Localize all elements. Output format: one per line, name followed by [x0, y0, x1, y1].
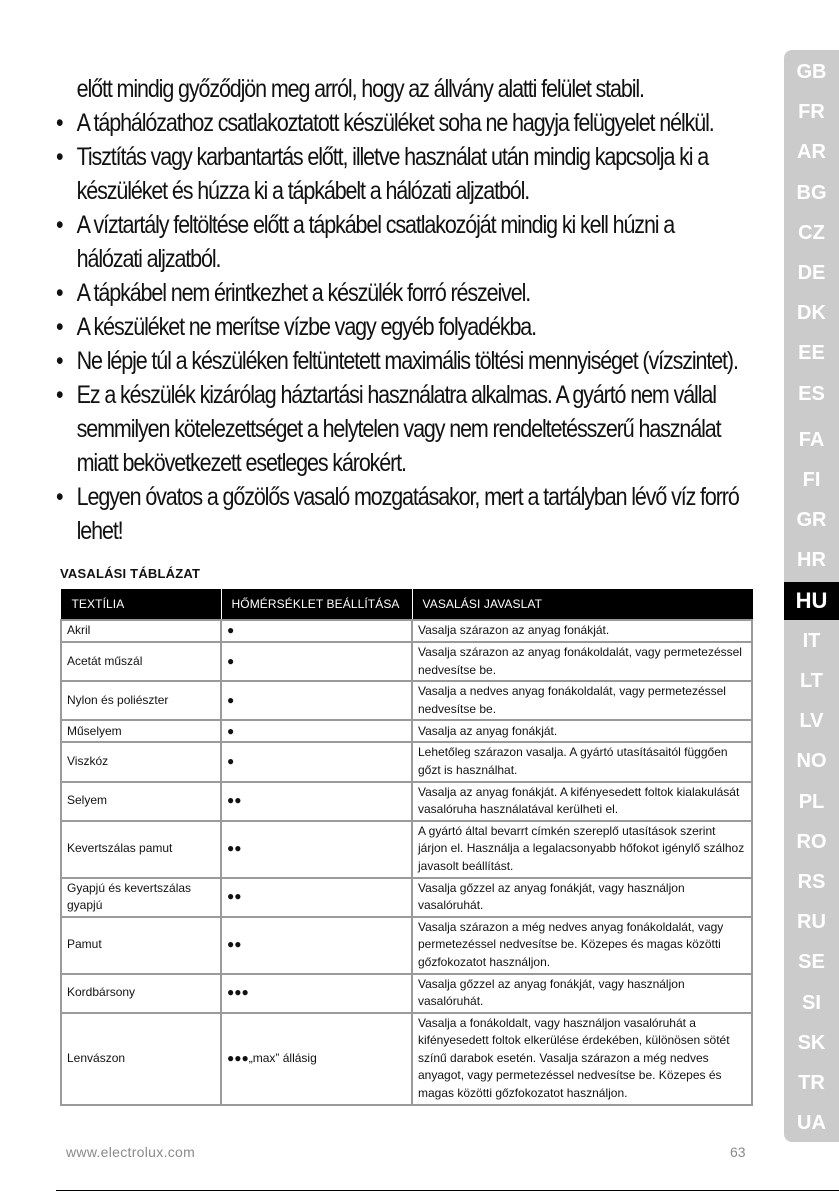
language-tab-de[interactable]: DE [797, 262, 826, 284]
textile-cell: Kordbársony [61, 974, 221, 1013]
bullet-text: A készüléket ne merítse vízbe vagy egyéb folyadékba. [76, 313, 537, 341]
table-row [61, 620, 752, 642]
bullet-dot [56, 242, 77, 276]
table-row [61, 681, 752, 720]
bullet-item [56, 242, 761, 276]
language-tab-it[interactable]: IT [802, 629, 821, 652]
bullet-dot: • [56, 381, 63, 409]
advice-cell: Lehetőleg szárazon vasalja. A gyártó utasításaitól függően gőzt is használhat. [412, 742, 752, 781]
temp-cell: ●● [221, 917, 412, 974]
footer-url: www.electrolux.com [66, 1144, 196, 1160]
language-tab-lt[interactable]: LT [800, 670, 823, 692]
advice-cell: Vasalja a fonákoldalt, vagy használjon vasalóruhát a kifényesedett foltok elkerülése érdekében, különösen sötét színű darabok esetén. Vasalja szárazon a még nedves anyagot, vagy permetezéssel nedvesítse be. Közepes és magas közötti gőzfokozatot használjon. [412, 1013, 752, 1105]
page-number: 63 [730, 1144, 746, 1160]
language-tab-fi[interactable]: FI [802, 469, 821, 491]
bullet-dot: • [56, 483, 63, 511]
table-row [61, 742, 752, 781]
ironing-table [60, 589, 753, 1106]
table-row [61, 1013, 752, 1105]
bullet-item [56, 276, 761, 310]
language-tab-hr[interactable]: HR [797, 549, 826, 572]
bullet-text: Tisztítás vagy karbantartás előtt, illetve használat után mindig kapcsolja ki a [76, 143, 709, 171]
textile-cell: Pamut [61, 917, 221, 974]
bullet-dot: • [56, 211, 63, 239]
textile-cell: Nylon és poliészter [61, 681, 221, 720]
temp-cell: ● [221, 642, 412, 681]
advice-cell: Vasalja az anyag fonákját. A kifényesedett foltok kialakulását vasalóruha használatával kerülheti el. [412, 782, 752, 821]
bullet-text: Ez a készülék kizárólag háztartási használatra alkalmas. A gyártó nem vállal [76, 381, 716, 409]
bullet-text: semmilyen kötelezettséget a helytelen vagy nem rendeltetésszerű használat [76, 415, 721, 443]
temp-cell: ● [221, 681, 412, 720]
temp-cell: ●● [221, 878, 412, 917]
bullet-dot: • [56, 109, 63, 137]
table-title: VASALÁSI TÁBLÁZAT [60, 566, 201, 581]
advice-cell: Vasalja gőzzel az anyag fonákját, vagy használjon vasalóruhát. [412, 974, 752, 1013]
textile-cell: Akril [61, 620, 221, 642]
language-tab-ee[interactable]: EE [798, 342, 825, 365]
table-row [61, 821, 752, 878]
header-advice: VASALÁSI JAVASLAT [412, 590, 752, 621]
bullet-dot [56, 446, 77, 480]
language-tab-cz[interactable]: CZ [798, 221, 825, 244]
bullet-item [56, 378, 761, 412]
language-tab-fa[interactable]: FA [798, 428, 825, 451]
bullet-dot: • [56, 313, 63, 341]
language-tab-ro[interactable]: RO [796, 830, 827, 853]
language-tab-gr[interactable]: GR [796, 509, 827, 532]
language-tab-tr[interactable]: TR [798, 1072, 825, 1094]
textile-cell: Viszkóz [61, 742, 221, 781]
language-tab-rs[interactable]: RS [797, 871, 826, 893]
language-tab-se[interactable]: SE [798, 951, 825, 974]
bullet-dot: • [56, 279, 63, 307]
temp-cell: ● [221, 620, 412, 642]
bullet-text: A víztartály feltöltése előtt a tápkábel csatlakozóját mindig ki kell húzni a [76, 211, 675, 239]
table-row [61, 917, 752, 974]
bullet-item [56, 446, 761, 480]
textile-cell: Műselyem [61, 720, 221, 742]
language-tab-ru[interactable]: RU [797, 911, 826, 934]
intro-line: előtt mindig győződjön meg arról, hogy az állvány alatti felület stabil. [76, 75, 644, 103]
textile-cell: Selyem [61, 782, 221, 821]
bullet-item [56, 140, 761, 174]
table-body [61, 620, 752, 1105]
language-tab-dk[interactable]: DK [797, 302, 826, 325]
language-tab-ua[interactable]: UA [797, 1112, 826, 1135]
textile-cell: Gyapjú és kevertszálas gyapjú [61, 878, 221, 917]
language-tab-bg[interactable]: BG [796, 181, 827, 204]
language-tab-sk[interactable]: SK [797, 1031, 826, 1054]
bullet-dot [56, 412, 77, 446]
bullet-item [56, 310, 761, 344]
bullet-text: A tápkábel nem érintkezhet a készülék forró részeivel. [76, 279, 531, 307]
table-header-row [61, 590, 752, 621]
table-row [61, 642, 752, 681]
bullet-text: A táphálózathoz csatlakoztatott készüléket soha ne hagyja felügyelet nélkül. [76, 109, 714, 137]
advice-cell: Vasalja szárazon az anyag fonákját. [412, 620, 752, 642]
bullet-item [56, 480, 761, 548]
advice-cell: Vasalja szárazon az anyag fonákoldalát, vagy permetezéssel nedvesítse be. [412, 642, 752, 681]
bullet-text: Ne lépje túl a készüléken feltüntetett maximális töltési mennyiséget (vízszintet). [76, 347, 738, 375]
bullet-list [56, 106, 761, 548]
language-tab-pl[interactable]: PL [798, 790, 825, 813]
temp-cell: ●●● [221, 974, 412, 1013]
language-tab-gb[interactable]: GB [796, 61, 827, 83]
advice-cell: Vasalja a nedves anyag fonákoldalát, vagy permetezéssel nedvesítse be. [412, 681, 752, 720]
textile-cell: Acetát műszál [61, 642, 221, 681]
header-temperature: HŐMÉRSÉKLET BEÁLLÍTÁSA [221, 590, 412, 621]
textile-cell: Kevertszálas pamut [61, 821, 221, 878]
language-tab-hu[interactable]: HU [784, 582, 839, 620]
language-tab-no[interactable]: NO [796, 750, 827, 773]
bullet-item [56, 412, 761, 446]
header-textile: TEXTÍLIA [61, 590, 221, 621]
temp-cell: ● [221, 720, 412, 742]
language-tab-si[interactable]: SI [802, 991, 821, 1014]
table-row [61, 720, 752, 742]
temp-cell: ● [221, 742, 412, 781]
bullet-item [56, 106, 761, 140]
advice-cell: A gyártó által bevarrt címkén szereplő utasítások szerint járjon el. Használja a legalacsonyabb hőfokot igénylő szálhoz javasolt beállítást. [412, 821, 752, 878]
table-row [61, 974, 752, 1013]
table-row [61, 878, 752, 917]
bullet-dot [56, 174, 77, 208]
advice-cell: Vasalja az anyag fonákját. [412, 720, 752, 742]
temp-cell: ●●●„max” állásig [221, 1013, 412, 1105]
bullet-text: Legyen óvatos a gőzölős vasaló mozgatásakor, mert a tartályban lévő víz forró lehet! [76, 483, 739, 545]
language-tab-lv[interactable]: LV [799, 710, 824, 733]
bullet-item [56, 344, 761, 378]
bullet-item [56, 208, 761, 242]
bullet-item [56, 174, 761, 208]
bullet-dot: • [56, 347, 63, 375]
bullet-text: hálózati aljzatból. [76, 245, 221, 273]
textile-cell: Lenvászon [61, 1013, 221, 1105]
temp-cell: ●● [221, 782, 412, 821]
safety-instructions [56, 72, 761, 548]
bullet-text: készüléket és húzza ki a tápkábelt a hálózati aljzatból. [76, 177, 530, 205]
language-tab-es[interactable]: ES [798, 382, 825, 405]
advice-cell: Vasalja szárazon a még nedves anyag fonákoldalát, vagy permetezéssel nedvesítse be. Közepes és magas közötti gőzfokozatot használjon. [412, 917, 752, 974]
temp-cell: ●● [221, 821, 412, 878]
bullet-text: miatt bekövetkezett esetleges károkért. [76, 449, 406, 477]
language-tab-ar[interactable]: AR [797, 141, 826, 164]
table-row [61, 782, 752, 821]
bullet-dot: • [56, 143, 63, 171]
advice-cell: Vasalja gőzzel az anyag fonákját, vagy használjon vasalóruhát. [412, 878, 752, 917]
language-tab-fr[interactable]: FR [798, 101, 825, 124]
